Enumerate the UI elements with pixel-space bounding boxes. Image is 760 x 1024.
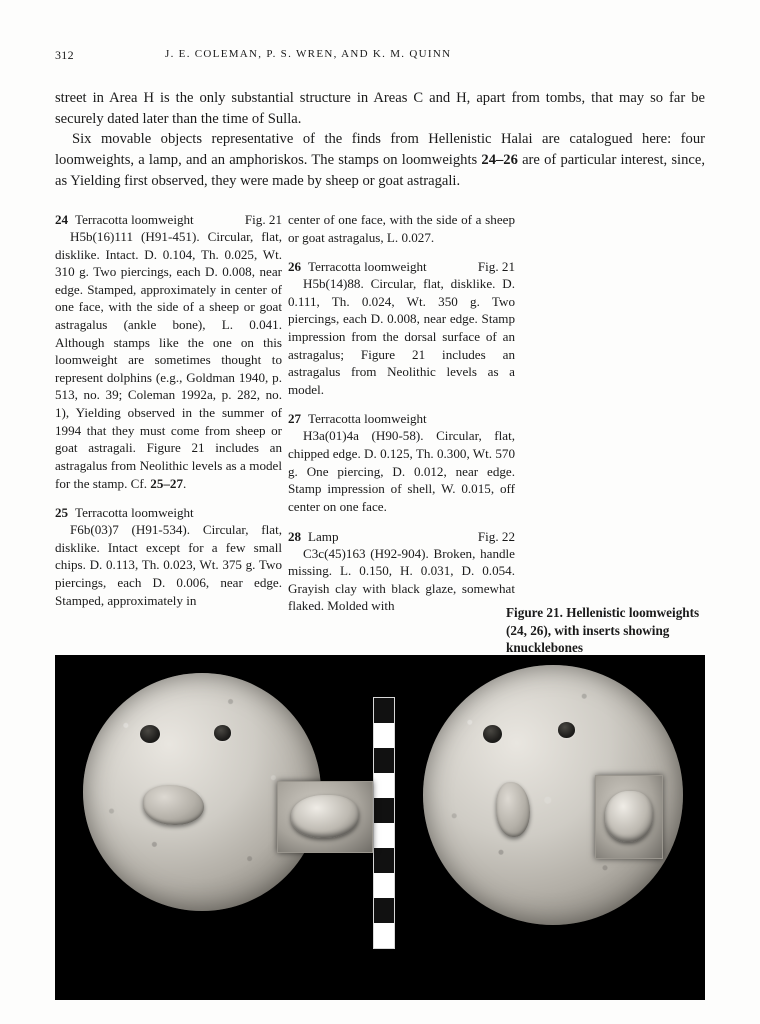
loomweight-26-piercing-2	[558, 722, 575, 738]
catalogue-entry-28-title: Lamp	[308, 528, 339, 544]
catalogue-entry-25-continuation-body: center of one face, with the side of a sheep or goat astragalus, L. 0.027.	[288, 212, 515, 245]
catalogue-entry-28-figref: Fig. 22	[477, 528, 515, 544]
catalogue-entry-26-body: H5b(14)88. Circular, flat, disklike. D. 0.111, Th. 0.024, Wt. 350 g. Two piercings, each D. 0.008, near edge. Stamp impression from the dorsal surface of an astragalus; Figure 21 includes an astragalus from Neolithic levels as a model.	[288, 276, 515, 397]
intro-text	[55, 88, 705, 192]
catalogue-entry-24-body-b: .	[183, 475, 187, 491]
catalogue-entry-24	[55, 211, 282, 492]
intro-paragraph-2	[55, 129, 705, 191]
figure-21-caption	[506, 604, 706, 657]
catalogue-entry-24-crossref: 25–27	[150, 475, 184, 491]
loomweight-24-astragalus-stamp	[143, 785, 205, 825]
loomweight-26-knucklebone-insert	[595, 775, 663, 859]
scale-bar-segment	[374, 898, 394, 923]
scale-bar-segment	[374, 848, 394, 873]
loomweight-26-piercing-1	[483, 725, 503, 743]
catalogue-entry-26	[288, 258, 515, 398]
catalogue-entry-26-figref: Fig. 21	[477, 259, 515, 275]
catalogue-entry-27-head	[288, 410, 515, 427]
knucklebone-26	[605, 791, 653, 842]
catalogue-entry-25-continuation	[288, 211, 515, 246]
intro-paragraph-1: street in Area H is the only substantial structure in Areas C and H, apart from tombs, that may so far be securely dated later than the time of Sulla.	[55, 90, 705, 127]
loomweight-24-piercing-1	[140, 725, 160, 743]
scale-bar-segment	[374, 748, 394, 773]
running-head	[55, 48, 705, 64]
catalogue-entry-26-head	[288, 258, 515, 275]
loomweight-24-knucklebone-insert	[277, 781, 373, 853]
figure-21-photo-plate	[55, 655, 705, 1000]
catalogue-entry-28-head	[288, 528, 515, 545]
catalogue-entry-27-body: H3a(01)4a (H90-58). Circular, flat, chipped edge. D. 0.125, Th. 0.300, Wt. 570 g. One piercing, D. 0.012, near edge. Stamp impression of shell, W. 0.015, off center on one face.	[288, 428, 515, 514]
catalogue-entry-25	[55, 504, 282, 609]
catalogue-entry-28-body: C3c(45)163 (H92-904). Broken, handle missing. L. 0.150, H. 0.031, D. 0.054. Grayish clay with black glaze, somewhat flaked. Molded with	[288, 545, 515, 614]
intro-paragraph-2-part-a: Six movable objects representative of the finds from Hellenistic Halai are catalogued here: four loomweights, a lamp, and an amphoriskos. The stamps on loomweights	[55, 131, 705, 169]
scale-bar-segment	[374, 798, 394, 823]
catalogue-column-left	[55, 211, 282, 621]
catalogue-entry-24-figref: Fig. 21	[244, 212, 282, 227]
catalogue-entry-27-number: 27	[288, 411, 302, 427]
intro-catalogue-range: 24–26	[481, 152, 518, 169]
catalogue-entry-27	[288, 410, 515, 515]
figure-21-caption-catalogue-refs: 24, 26	[510, 622, 544, 638]
catalogue-entry-27-title: Terracotta loomweight	[308, 411, 427, 427]
catalogue-entry-28	[288, 528, 515, 615]
loomweight-24-piercing-2	[214, 725, 231, 740]
figure-21-caption-part-b: ), with inserts showing knucklebones	[506, 622, 670, 656]
catalogue-entry-25-head	[55, 504, 282, 521]
catalogue-entry-25-number: 25	[55, 505, 69, 521]
loomweight-26-astragalus-stamp	[496, 782, 530, 837]
catalogue-entry-25-title: Terracotta loomweight	[75, 505, 194, 521]
catalogue-entry-26-number: 26	[288, 259, 302, 275]
intro-paragraph-2-part-b: are of particular interest, since, as Yielding first observed, they were made by sheep or goat astragali.	[55, 152, 705, 189]
catalogue-entry-24-body	[55, 228, 282, 492]
catalogue-entry-28-number: 28	[288, 528, 302, 544]
catalogue-column-right	[288, 211, 515, 627]
catalogue-entry-24-title: Terracotta loomweight	[75, 212, 194, 227]
photographic-scale-bar	[373, 697, 395, 949]
running-head-authors: J. E. COLEMAN, P. S. WREN, AND K. M. QUINN	[165, 48, 452, 60]
catalogue-entry-25-body: F6b(03)7 (H91-534). Circular, flat, disklike. Intact except for a few small chips. D. 0.113, Th. 0.023, Wt. 375 g. Two piercings, each D. 0.006, near edge. Stamped, approximately in	[55, 522, 282, 608]
catalogue-entry-26-title: Terracotta loomweight	[308, 259, 427, 275]
catalogue-entry-24-head	[55, 211, 282, 228]
page-folio: 312	[55, 48, 74, 62]
figure-21-caption-part-a: Figure 21. Hellenistic loomweights (	[506, 605, 700, 638]
knucklebone-24	[291, 795, 359, 838]
catalogue-entry-24-number: 24	[55, 212, 69, 227]
scale-bar-segment	[374, 698, 394, 723]
catalogue-entry-24-body-a: H5b(16)111 (H91-451). Circular, flat, disklike. Intact. D. 0.104, Th. 0.025, Wt. 310 g. Two piercings, each D. 0.008, near edge. Stamped, approximately in center of one face, with the side of a sheep or goat astragalus (ankle bone), L. 0.041. Although stamps like the one on this loomweight are sometimes thought to represent dolphins (e.g., Goldman 1940, p. 513, no. 39; Coleman 1992a, p. 282, no. 1), Yielding observed in the summer of 1994 that they must come from sheep or goat astragali. Figure 21 includes an astragalus from Neolithic levels as a model for the stamp. Cf.	[55, 229, 282, 491]
